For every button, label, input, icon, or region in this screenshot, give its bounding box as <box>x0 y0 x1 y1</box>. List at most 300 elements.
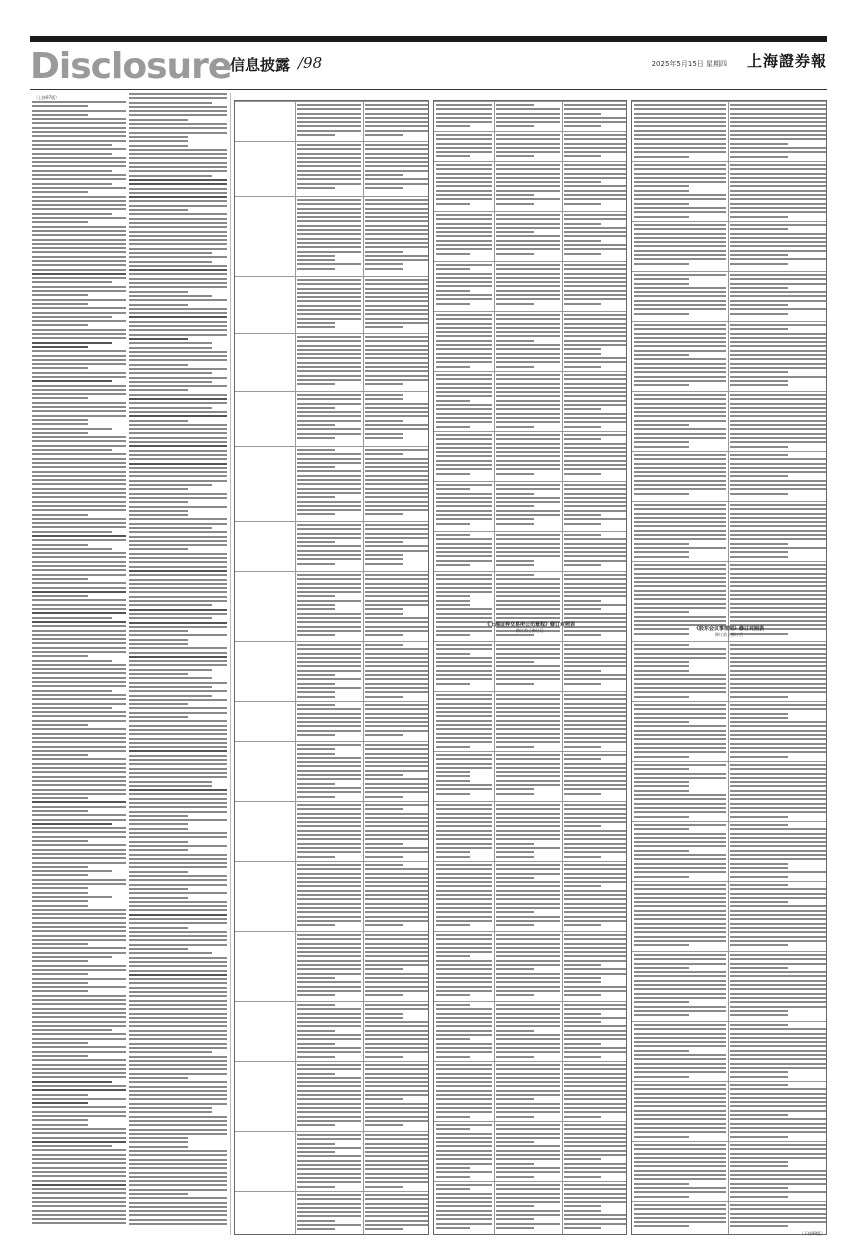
text-line <box>32 973 88 975</box>
text-line <box>436 1047 492 1049</box>
text-line <box>297 225 361 227</box>
text-line <box>564 670 601 672</box>
text-line <box>365 894 428 896</box>
text-line <box>32 217 126 219</box>
text-line <box>129 1094 227 1096</box>
text-line <box>564 518 626 520</box>
text-line <box>634 250 726 252</box>
text-line <box>436 847 492 849</box>
text-line <box>436 1107 492 1109</box>
text-line <box>32 874 88 876</box>
text-line <box>129 402 227 404</box>
text-line <box>634 963 726 965</box>
text-line <box>564 856 601 858</box>
text-line <box>436 391 492 393</box>
text-line <box>730 1114 788 1116</box>
text-line <box>365 994 403 996</box>
table-row <box>235 1131 428 1132</box>
table-row <box>434 641 626 642</box>
text-line <box>496 763 560 765</box>
text-line <box>365 885 428 887</box>
table-cell-text <box>297 524 361 570</box>
text-line <box>634 997 726 999</box>
text-line <box>496 294 560 296</box>
text-line <box>365 259 428 261</box>
text-line <box>436 1227 470 1229</box>
table-row <box>434 531 626 532</box>
text-line <box>496 1158 560 1160</box>
text-line <box>436 674 492 676</box>
text-line <box>496 951 560 953</box>
text-line <box>32 170 112 172</box>
text-line <box>297 449 335 451</box>
text-line <box>129 368 227 370</box>
text-line <box>436 164 492 166</box>
text-line <box>496 231 534 233</box>
text-line <box>634 768 689 770</box>
text-line <box>129 540 227 542</box>
text-line <box>129 415 227 417</box>
text-line <box>634 738 726 740</box>
text-line <box>634 177 726 179</box>
text-line <box>297 1116 361 1118</box>
text-line <box>297 428 361 430</box>
text-line <box>365 125 428 127</box>
text-line <box>730 475 788 477</box>
text-line <box>297 292 361 294</box>
text-line <box>365 1124 403 1126</box>
text-line <box>564 898 626 900</box>
text-line <box>436 955 470 957</box>
text-line <box>365 938 428 940</box>
text-line <box>436 851 470 853</box>
text-line <box>436 864 492 866</box>
text-line <box>564 248 626 250</box>
text-line <box>129 596 227 598</box>
text-line <box>297 554 361 556</box>
text-line <box>32 1106 126 1108</box>
table-cell-text <box>297 1194 361 1233</box>
text-line <box>496 894 560 896</box>
table-cell-text <box>634 764 726 820</box>
text-line <box>436 981 492 983</box>
table-cell-text <box>634 1024 726 1080</box>
text-line <box>365 113 428 115</box>
text-line <box>129 398 227 400</box>
text-line <box>634 756 689 758</box>
text-line <box>564 817 626 819</box>
text-line <box>32 853 126 855</box>
text-line <box>496 264 560 266</box>
text-line <box>297 263 361 265</box>
text-line <box>564 977 601 979</box>
text-line <box>297 353 361 355</box>
text-line <box>32 797 88 799</box>
table-cell-text <box>297 144 361 195</box>
text-line <box>32 857 126 859</box>
text-line <box>436 617 492 619</box>
text-line <box>436 455 492 457</box>
text-line <box>297 725 361 727</box>
text-line <box>496 551 560 553</box>
table-2-title: 《上海证券交易所公司章程》修订对照表 <box>484 622 575 628</box>
text-line <box>730 1225 788 1227</box>
text-line <box>496 960 560 962</box>
text-line <box>730 653 826 655</box>
text-line <box>297 424 335 426</box>
text-line <box>365 283 428 285</box>
table-3-subtitle: 修订前 | 修订后 <box>715 632 743 637</box>
text-line <box>297 541 335 543</box>
table-cell-text <box>365 394 428 445</box>
text-line <box>129 677 212 679</box>
text-line <box>297 770 361 772</box>
text-line <box>730 1131 826 1133</box>
text-line <box>129 188 227 190</box>
text-line <box>564 264 626 266</box>
text-line <box>365 765 428 767</box>
text-line <box>496 847 560 849</box>
text-line <box>564 1008 626 1010</box>
text-line <box>564 1056 601 1058</box>
text-line <box>496 644 560 646</box>
text-line <box>496 438 560 440</box>
table-cell-text <box>365 1064 428 1130</box>
text-line <box>436 670 492 672</box>
text-line <box>365 268 403 270</box>
text-line <box>129 978 227 980</box>
text-line <box>634 1093 726 1095</box>
text-line <box>365 613 403 615</box>
text-line <box>32 711 126 713</box>
text-line <box>129 604 212 606</box>
text-line <box>129 622 227 624</box>
text-line <box>730 1050 826 1052</box>
text-line <box>436 190 492 192</box>
text-line <box>634 1006 726 1008</box>
text-line <box>129 493 227 495</box>
text-line <box>32 492 126 494</box>
text-line <box>129 523 227 525</box>
text-line <box>496 728 560 730</box>
text-line <box>634 1225 689 1227</box>
text-line <box>436 595 470 597</box>
text-line <box>564 903 626 905</box>
text-line <box>365 578 428 580</box>
text-line <box>297 379 361 381</box>
text-line <box>297 288 361 290</box>
text-line <box>129 338 188 340</box>
text-line <box>297 696 335 698</box>
text-line <box>129 750 227 752</box>
table-cell-text <box>496 754 560 800</box>
text-line <box>32 122 126 124</box>
text-line <box>564 125 601 127</box>
text-line <box>496 493 534 495</box>
text-line <box>297 1090 361 1092</box>
text-line <box>129 231 227 233</box>
text-line <box>634 798 726 800</box>
text-line <box>634 683 726 685</box>
text-line <box>129 720 227 722</box>
text-line <box>32 462 126 464</box>
text-line <box>496 1188 560 1190</box>
text-line <box>730 350 826 352</box>
text-line <box>297 1034 361 1036</box>
text-line <box>564 147 626 149</box>
text-line <box>564 1214 626 1216</box>
text-line <box>730 283 826 285</box>
text-line <box>564 510 626 512</box>
text-line <box>496 868 560 870</box>
text-line <box>365 1203 428 1205</box>
text-line <box>297 340 361 342</box>
text-line <box>564 604 626 606</box>
table-cell-text <box>730 1084 826 1140</box>
text-line <box>564 661 626 663</box>
text-line <box>496 1197 560 1199</box>
text-line <box>564 378 626 380</box>
table-cell-text <box>436 164 492 210</box>
text-line <box>730 777 826 779</box>
text-line <box>129 162 227 164</box>
text-line <box>436 555 492 557</box>
text-line <box>730 1010 788 1012</box>
text-line <box>32 956 112 958</box>
text-line <box>436 608 492 610</box>
text-line <box>634 475 726 477</box>
text-line <box>129 136 188 138</box>
text-line <box>365 1164 428 1166</box>
text-line <box>365 1215 428 1217</box>
text-line <box>564 608 601 610</box>
text-line <box>436 578 492 580</box>
text-line <box>730 616 826 618</box>
text-line <box>297 847 361 849</box>
text-line <box>730 564 826 566</box>
text-line <box>564 523 601 525</box>
text-line <box>129 1034 227 1036</box>
text-line <box>496 587 560 589</box>
text-line <box>730 224 826 226</box>
text-line <box>129 132 227 134</box>
text-line <box>634 363 726 365</box>
text-line <box>496 943 560 945</box>
text-line <box>496 775 560 777</box>
text-line <box>730 134 826 136</box>
text-line <box>634 258 726 260</box>
text-line <box>129 501 188 503</box>
text-line <box>365 817 428 819</box>
text-line <box>730 1006 826 1008</box>
text-line <box>129 475 227 477</box>
text-line <box>129 982 227 984</box>
text-line <box>365 757 428 759</box>
text-line <box>564 273 626 275</box>
text-line <box>32 140 126 142</box>
text-line <box>436 868 492 870</box>
text-line <box>634 1217 726 1219</box>
text-line <box>730 274 826 276</box>
text-line <box>129 157 227 159</box>
text-line <box>365 986 428 988</box>
text-line <box>32 157 126 159</box>
text-line <box>436 143 492 145</box>
text-line <box>730 1118 826 1120</box>
text-line <box>496 413 560 415</box>
text-line <box>634 263 689 265</box>
text-line <box>32 685 126 687</box>
text-line <box>564 484 626 486</box>
text-line <box>436 268 470 270</box>
text-line <box>496 417 560 419</box>
text-line <box>730 504 826 506</box>
text-line <box>496 1111 560 1113</box>
text-line <box>32 264 126 266</box>
table-cell-text <box>496 1004 560 1060</box>
table-cell-text <box>297 804 361 860</box>
text-line <box>129 1124 227 1126</box>
text-line <box>436 1124 492 1126</box>
text-line <box>730 380 788 382</box>
text-line <box>730 967 788 969</box>
text-line <box>32 509 126 511</box>
text-line <box>297 934 361 936</box>
text-line <box>32 406 126 408</box>
text-line <box>32 187 126 189</box>
table-cell-text <box>436 534 492 570</box>
text-line <box>365 924 403 926</box>
text-line <box>730 250 826 252</box>
text-line <box>365 1021 428 1023</box>
text-line <box>564 1098 626 1100</box>
text-line <box>564 943 626 945</box>
text-line <box>436 1188 470 1190</box>
text-line <box>365 748 428 750</box>
text-line <box>496 1137 560 1139</box>
text-line <box>496 1038 560 1040</box>
table-cell-text <box>297 574 361 640</box>
text-line <box>129 944 227 946</box>
text-line <box>436 587 492 589</box>
text-line <box>365 357 428 359</box>
table-cell-text <box>634 104 726 160</box>
text-line <box>564 1210 601 1212</box>
text-line <box>365 898 428 900</box>
text-line <box>634 543 689 545</box>
table-cell-text <box>297 279 361 332</box>
text-line <box>564 1013 601 1015</box>
text-line <box>365 383 403 385</box>
text-line <box>496 604 560 606</box>
text-line <box>297 1168 361 1170</box>
text-line <box>365 246 428 248</box>
text-line <box>730 538 826 540</box>
text-line <box>496 578 560 580</box>
table-cell-text <box>730 644 826 700</box>
text-line <box>436 151 492 153</box>
text-line <box>436 916 492 918</box>
table-cell-text <box>297 199 361 275</box>
text-line <box>436 361 492 363</box>
text-line <box>730 568 826 570</box>
text-line <box>297 938 361 940</box>
text-line <box>365 1120 428 1122</box>
text-line <box>634 376 726 378</box>
table-cell-text <box>297 1064 361 1130</box>
text-line <box>129 1120 227 1122</box>
text-line <box>634 185 689 187</box>
text-line <box>129 536 227 538</box>
text-line <box>564 395 626 397</box>
text-line <box>496 973 560 975</box>
text-line <box>129 106 227 108</box>
text-line <box>297 924 335 926</box>
text-line <box>297 1017 361 1019</box>
text-line <box>730 185 826 187</box>
text-line <box>634 773 726 775</box>
text-line <box>129 304 188 306</box>
text-line <box>365 199 428 201</box>
text-line <box>496 1047 560 1049</box>
text-line <box>730 1213 826 1215</box>
text-line <box>129 463 227 465</box>
text-line <box>634 454 726 456</box>
text-line <box>496 1081 560 1083</box>
text-line <box>730 313 788 315</box>
text-line <box>297 357 361 359</box>
text-line <box>564 253 601 255</box>
text-line <box>634 781 689 783</box>
text-line <box>496 268 560 270</box>
text-line <box>32 505 126 507</box>
text-line <box>564 1193 626 1195</box>
text-line <box>32 213 112 215</box>
table-cell-text <box>365 864 428 930</box>
text-line <box>436 763 492 765</box>
text-line <box>634 108 726 110</box>
text-line <box>297 683 335 685</box>
text-line <box>129 716 188 718</box>
text-line <box>129 901 227 903</box>
text-line <box>436 231 492 233</box>
text-line <box>564 400 626 402</box>
text-line <box>564 353 601 355</box>
text-line <box>365 1186 403 1188</box>
text-line <box>297 713 361 715</box>
text-line <box>634 811 726 813</box>
text-line <box>496 344 560 346</box>
text-line <box>730 371 788 373</box>
text-line <box>32 1008 126 1010</box>
text-line <box>730 734 826 736</box>
text-line <box>129 222 227 224</box>
text-line <box>730 837 826 839</box>
text-line <box>496 117 560 119</box>
continued-from-note: （上接97版） <box>34 95 60 100</box>
text-line <box>730 1221 826 1223</box>
text-line <box>634 1010 726 1012</box>
table-row <box>434 861 626 862</box>
text-line <box>436 438 492 440</box>
text-line <box>730 958 826 960</box>
text-line <box>564 1107 626 1109</box>
text-line <box>129 939 227 941</box>
text-line <box>365 554 403 556</box>
text-line <box>496 190 560 192</box>
text-line <box>730 863 788 865</box>
text-line <box>32 909 126 911</box>
